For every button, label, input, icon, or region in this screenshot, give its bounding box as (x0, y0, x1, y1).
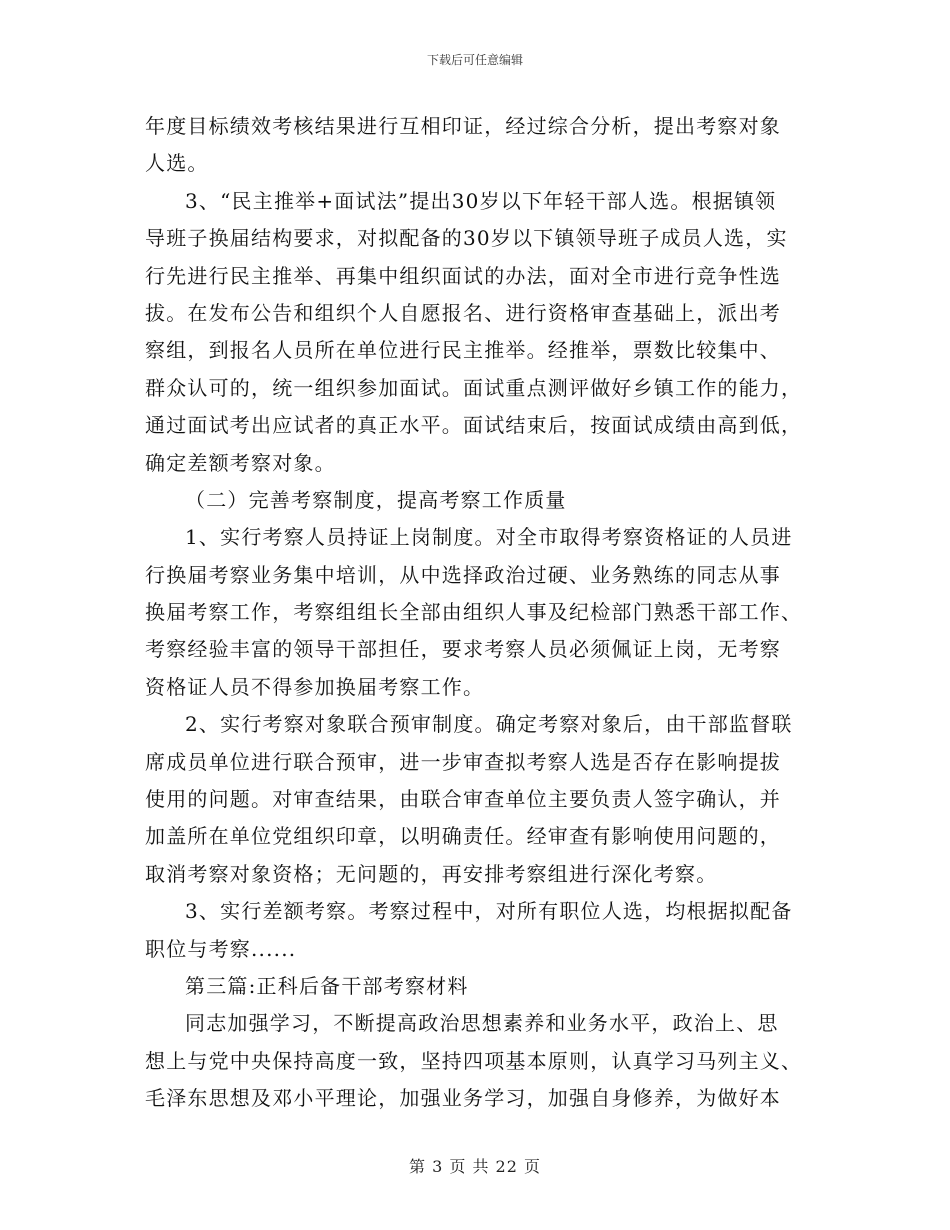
text-line: 行换届考察业务集中培训，从中选择政治过硬、业务熟练的同志从事 (145, 562, 781, 587)
document-body (145, 108, 810, 1118)
text-line: 资格证人员不得参加换届考察工作。 (145, 674, 485, 699)
text-line: 1、实行考察人员持证上岗制度。对全市取得考察资格证的人员进 (185, 525, 793, 550)
section-heading: （二）完善考察制度，提高考察工作质量 (185, 487, 567, 512)
text-line: 考察经验丰富的领导干部担任，要求考察人员必须佩证上岗，无考察 (145, 637, 781, 662)
text-line: 察组，到报名人员所在单位进行民主推举。经推举，票数比较集中、 (145, 338, 781, 363)
page-header: 下载后可任意编辑 (426, 53, 523, 67)
text-line: 换届考察工作，考察组组长全部由组织人事及纪检部门熟悉干部工作、 (145, 600, 803, 625)
text-line: 确定差额考察对象。 (145, 450, 336, 475)
text-line: 人选。 (145, 151, 209, 176)
text-line: 导班子换届结构要求，对拟配备的30岁以下镇领导班子成员人选，实 (145, 226, 788, 251)
text-line: 群众认可的，统一组织参加面试。面试重点测评做好乡镇工作的能力， (145, 375, 803, 400)
text-line: 拔。在发布公告和组织个人自愿报名、进行资格审查基础上，派出考 (145, 300, 781, 325)
page-number: 第 3 页 共 22 页 (409, 1157, 541, 1176)
section-title: 第三篇:正科后备干部考察材料 (185, 973, 469, 998)
text-line: 同志加强学习，不断提高政治思想素养和业务水平，政治上、思 (185, 1011, 779, 1036)
text-line: 3、实行差额考察。考察过程中，对所有职位人选，均根据拟配备 (185, 899, 793, 924)
text-line: 想上与党中央保持高度一致，坚持四项基本原则，认真学习马列主义、 (145, 1048, 803, 1073)
text-line: 年度目标绩效考核结果进行互相印证，经过综合分析，提出考察对象 (145, 114, 781, 138)
text-line: 职位与考察...... (145, 936, 297, 961)
text-line: 2、实行考察对象联合预审制度。确定考察对象后，由干部监督联 (185, 712, 793, 737)
text-line: 通过面试考出应试者的真正水平。面试结束后，按面试成绩由高到低， (145, 413, 803, 438)
text-line: 使用的问题。对审查结果，由联合审查单位主要负责人签字确认，并 (145, 787, 781, 812)
text-line: 3、“民主推举+面试法”提出30岁以下年轻干部人选。根据镇领 (185, 188, 777, 213)
text-line: 取消考察对象资格；无问题的，再安排考察组进行深化考察。 (145, 861, 718, 886)
text-line: 毛泽东思想及邓小平理论，加强业务学习，加强自身修养，为做好本 (145, 1086, 781, 1111)
text-line: 加盖所在单位党组织印章，以明确责任。经审查有影响使用问题的， (145, 824, 781, 849)
text-line: 席成员单位进行联合预审，进一步审查拟考察人选是否存在影响提拔 (145, 749, 781, 774)
text-line: 行先进行民主推举、再集中组织面试的办法，面对全市进行竞争性选 (145, 263, 781, 288)
